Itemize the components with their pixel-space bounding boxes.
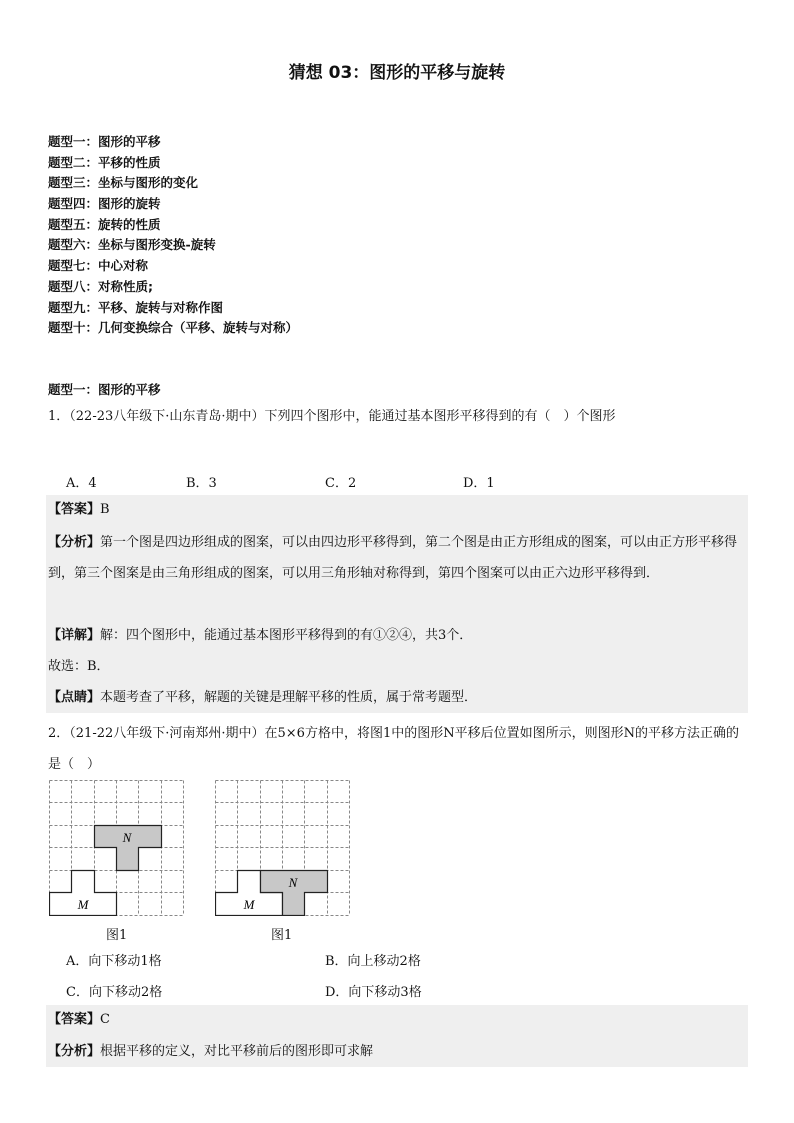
toc-item: 题型四：图形的旋转 <box>48 196 161 212</box>
shape-m-label: M <box>77 897 89 912</box>
toc-item: 题型三：坐标与图形的变化 <box>48 175 199 191</box>
toc-item: 题型一：图形的平移 <box>48 134 161 149</box>
comment-text: 本题考查了平移，解题的关键是理解平移的性质，属于常考题型． <box>100 690 478 705</box>
toc-item: 题型六：坐标与图形变换-旋转 <box>48 237 216 253</box>
analysis-text: 第一个图是四边形组成的图案，可以由四边形平移得到，第二个图是由正方形组成的图案，可以由正方形平移得到，第三个图案是由三角形组成的图案，可以用三角形轴对称得到，第四个图案可以由正六边形平移得到． <box>48 535 738 581</box>
q1-option-c: C．2 <box>325 476 357 491</box>
q1-option-a: A．4 <box>66 476 97 491</box>
toc-item: 题型八：对称性质; <box>48 278 153 294</box>
answer-tag: 【答案】 <box>48 1012 101 1027</box>
shape-n-label: N <box>122 830 132 845</box>
q2-option-a: A．向下移动1格 <box>66 954 162 969</box>
toc-item: 题型十：几何变换综合（平移、旋转与对称） <box>48 320 299 336</box>
analysis-text: 根据平移的定义，对比平移前后的图形即可求解 <box>100 1044 374 1059</box>
analysis-tag: 【分析】 <box>48 535 101 550</box>
q2-option-d: D．向下移动3格 <box>325 985 422 1000</box>
toc-item: 题型五：旋转的性质 <box>48 216 161 232</box>
answer-value: C <box>100 1012 110 1027</box>
shape-m-label: M <box>243 897 255 912</box>
toc-item: 题型九：平移、旋转与对称作图 <box>48 299 224 315</box>
q1-choice: 故选：B． <box>48 659 110 674</box>
q1-option-b: B．3 <box>186 476 217 491</box>
figure-1-caption: 图1 <box>106 928 128 943</box>
comment-tag: 【点睛】 <box>48 690 101 705</box>
q1-option-d: D．1 <box>463 476 495 491</box>
grid-figure-2 <box>215 780 350 916</box>
section-heading: 题型一：图形的平移 <box>48 382 161 397</box>
answer-value: B <box>100 502 110 517</box>
question-type-list <box>48 132 298 339</box>
q1-comment <box>48 683 748 713</box>
question-1-stem: 1．（22-23八年级下·山东青岛·期中）下列四个图形中，能通过基本图形平移得到的有（ ）个图形 <box>48 409 616 424</box>
figure-2-caption: 图1 <box>271 928 293 943</box>
shape-n-label: N <box>288 875 298 890</box>
page-title: 猜想 03：图形的平移与旋转 <box>288 63 506 83</box>
q2-analysis <box>48 1037 748 1067</box>
toc-item: 题型二：平移的性质 <box>48 154 161 170</box>
q2-option-c: C．向下移动2格 <box>66 985 163 1000</box>
analysis-tag: 【分析】 <box>48 1044 101 1059</box>
toc-item: 题型七：中心对称 <box>48 258 149 274</box>
q2-answer <box>48 1005 748 1035</box>
grid-figure-1 <box>49 780 184 916</box>
detail-tag: 【详解】 <box>48 628 101 643</box>
q1-answer <box>48 495 748 525</box>
q2-option-b: B．向上移动2格 <box>325 954 421 969</box>
question-2-stem: 2．（21-22八年级下·河南郑州·期中）在5×6方格中，将图1中的图形N平移后位置如图所示，则图形N的平移方法正确的是（ ） <box>48 726 739 772</box>
answer-tag: 【答案】 <box>48 502 101 517</box>
detail-text: 解：四个图形中，能通过基本图形平移得到的有①②④，共3个． <box>100 628 473 643</box>
q1-analysis <box>48 528 748 589</box>
q1-detail <box>48 621 748 651</box>
